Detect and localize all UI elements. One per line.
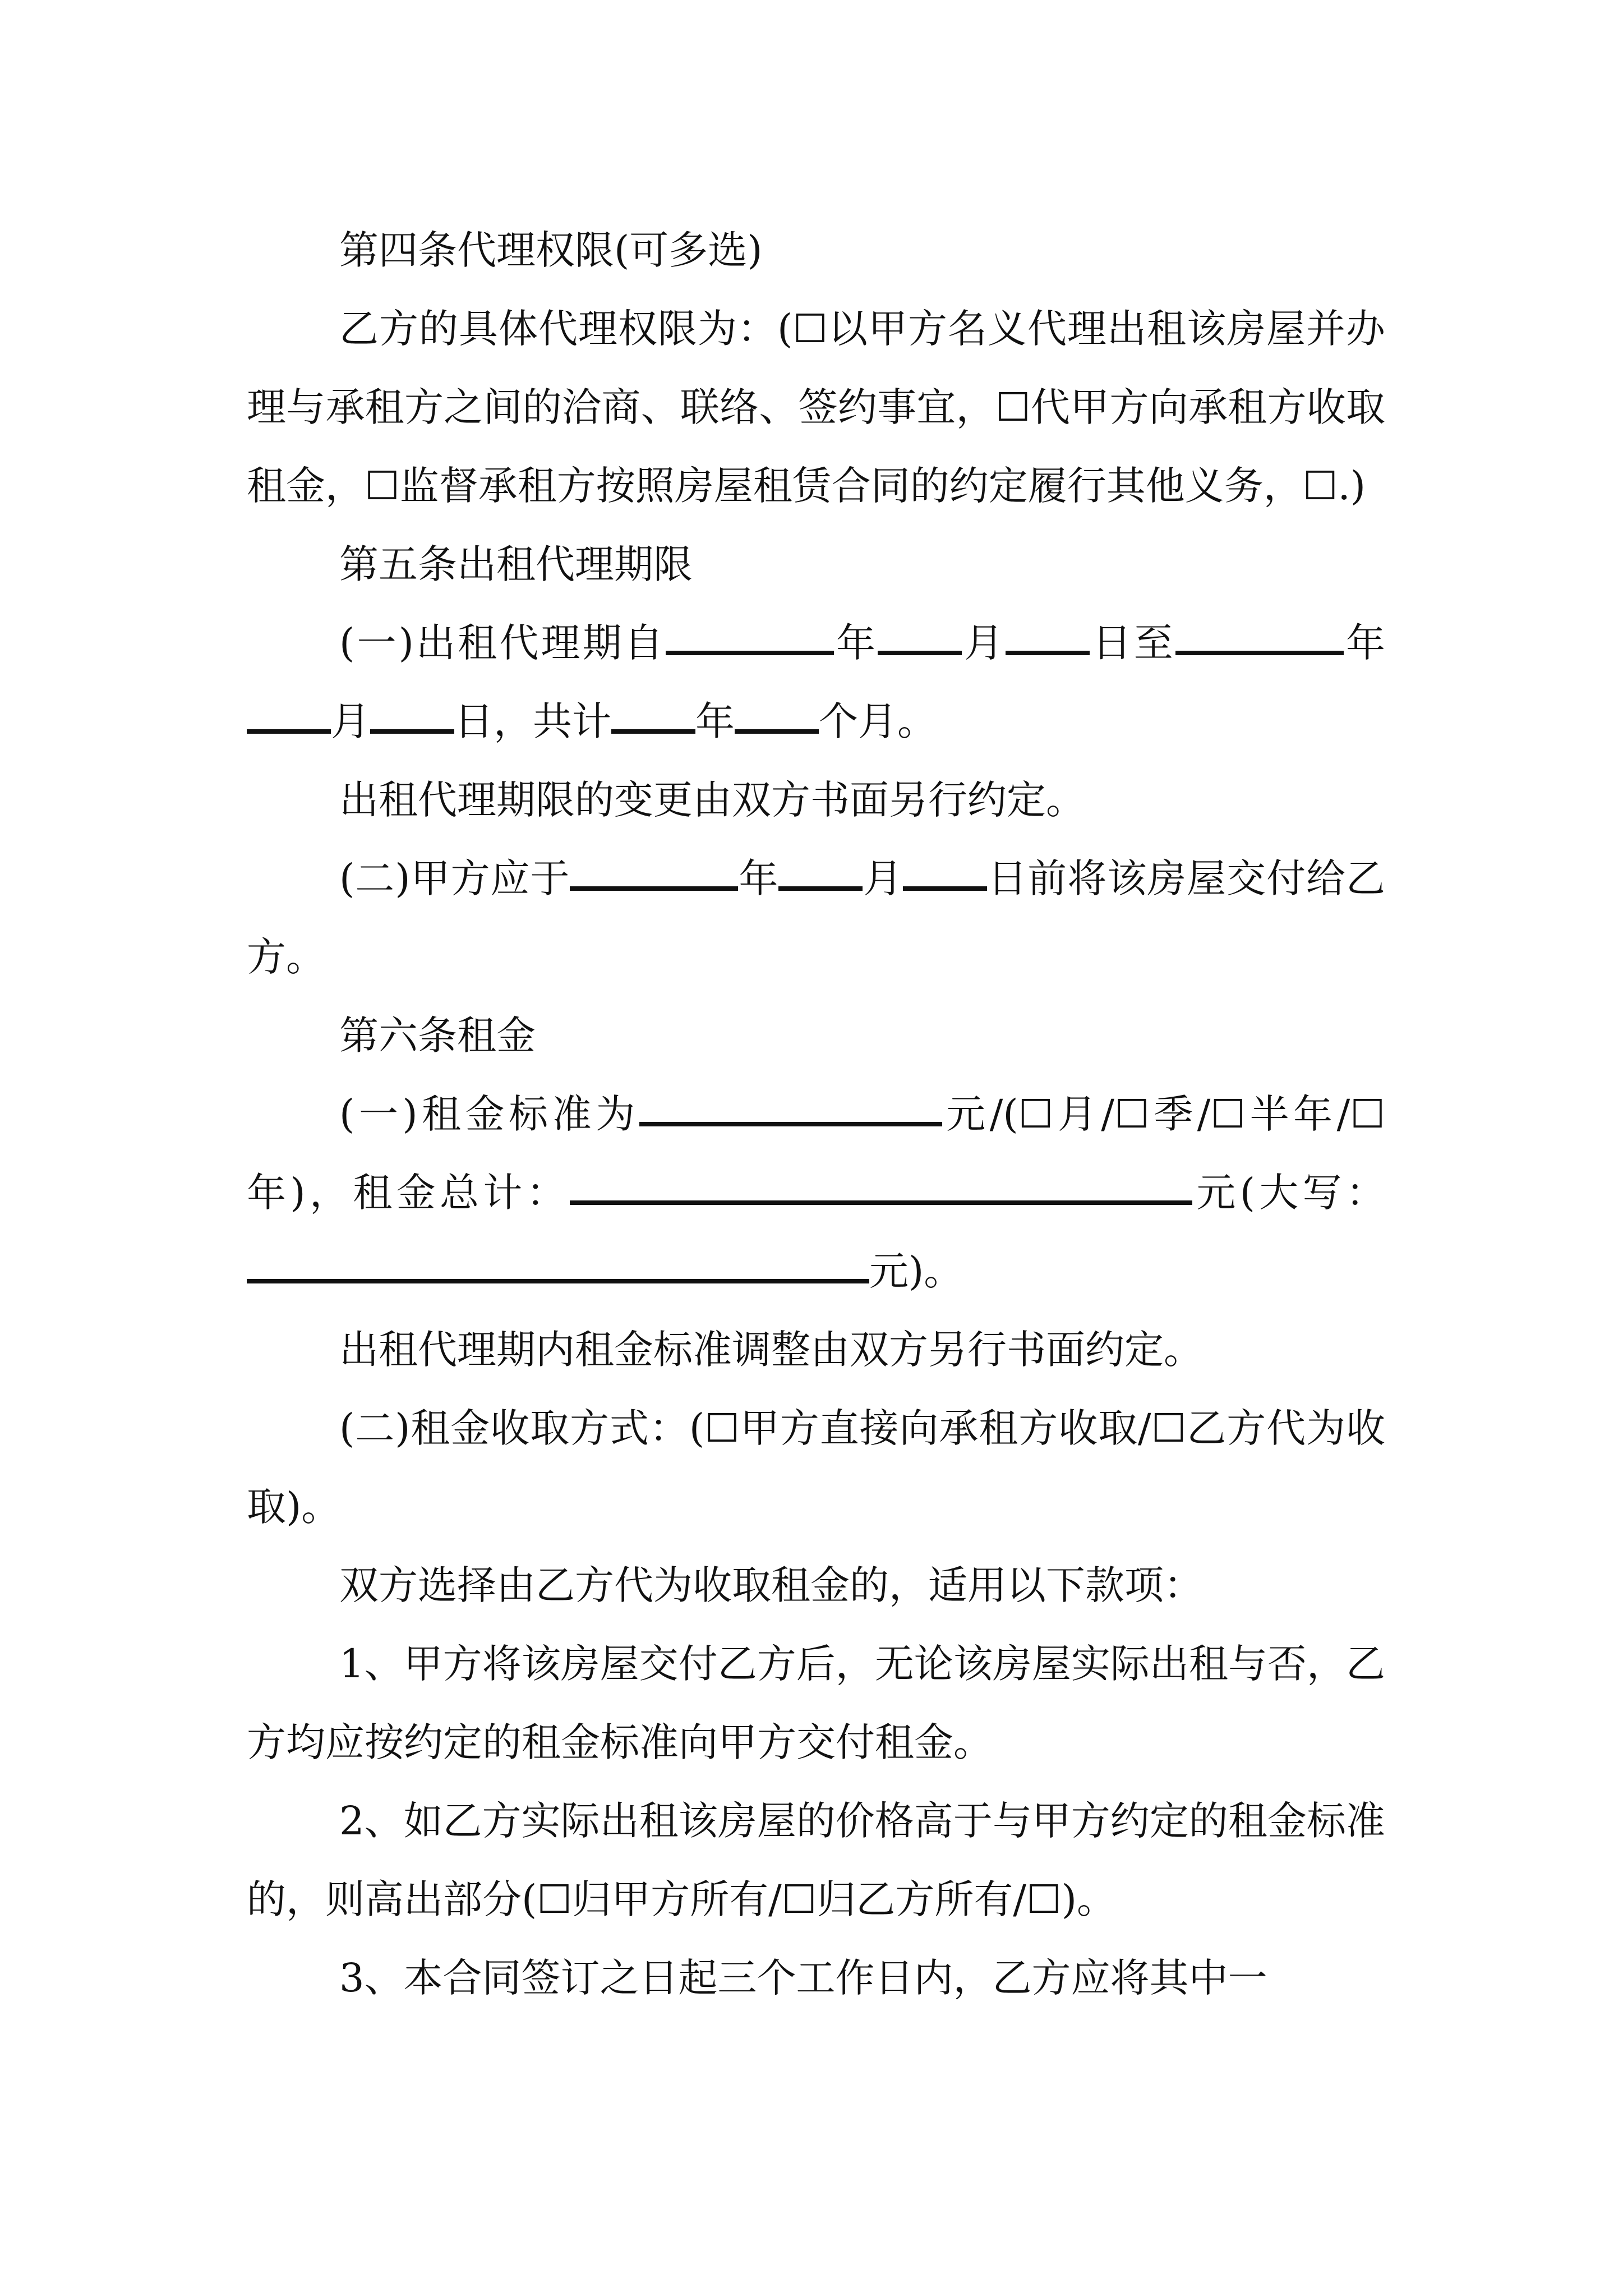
text-segment: (二)甲方应于 — [339, 855, 570, 901]
article-5-title — [247, 525, 1385, 604]
text-segment: 月 — [331, 698, 370, 744]
article-6-clause-2: 2、如乙方实际出租该房屋的价格高于与甲方约定的租金标准的，则高出部分(☐归甲方所有/☐归乙方所有/☐)。 — [247, 1798, 1385, 1922]
blank-rent-amount[interactable] — [639, 1122, 942, 1126]
text-segment: 年 — [695, 698, 735, 744]
text-segment: (一)租金标准为 — [339, 1091, 639, 1137]
blank-start-year[interactable] — [666, 651, 834, 655]
article-6-adjustment: 出租代理期内租金标准调整由双方另行书面约定。 — [339, 1327, 1203, 1373]
blank-handover-year[interactable] — [570, 886, 738, 891]
article-5-title-text: 第五条出租代理期限 — [339, 541, 693, 587]
blank-handover-day[interactable] — [903, 886, 987, 891]
text-segment: 年 — [833, 620, 878, 666]
article-6-title — [247, 996, 1385, 1075]
text-segment: 日，共计 — [454, 698, 611, 744]
article-4-title — [247, 211, 1385, 289]
text-segment: 元(大写： — [1192, 1170, 1386, 1216]
text-segment: 月 — [962, 620, 1006, 666]
text-segment: 元/(☐月/☐季/☐半年/☐年)，租金总计： — [247, 1091, 1385, 1216]
text-segment: 年 — [738, 855, 779, 901]
text-segment: 个月。 — [819, 698, 937, 744]
text-segment: 日前将该房屋交付给乙方。 — [247, 855, 1386, 980]
article-6-rent-standard — [247, 1075, 1385, 1310]
text-segment: 年 — [1343, 620, 1386, 666]
blank-start-day[interactable] — [1006, 651, 1090, 655]
blank-start-month[interactable] — [878, 651, 962, 655]
article-5-handover — [247, 839, 1385, 996]
article-4-body: 乙方的具体代理权限为：(☐以甲方名义代理出租该房屋并办理与承租方之间的洽商、联络、签约事宜，☐代甲方向承租方收取租金，☐监督承租方按照房屋租赁合同的约定履行其他义务，☐.) — [247, 306, 1385, 509]
contract-text — [247, 211, 1385, 2017]
text-segment: 元)。 — [869, 1248, 963, 1294]
blank-total-months[interactable] — [735, 729, 819, 734]
article-6-clause-1: 1、甲方将该房屋交付乙方后，无论该房屋实际出租与否，乙方均应按约定的租金标准向甲方交付租金。 — [247, 1641, 1385, 1765]
blank-total-years[interactable] — [611, 729, 695, 734]
text-segment: 月 — [863, 855, 903, 901]
blank-end-day[interactable] — [370, 729, 454, 734]
article-5-period — [247, 604, 1385, 761]
article-6-title-text: 第六条租金 — [339, 1013, 536, 1059]
text-segment: (一)出租代理期自 — [339, 620, 666, 666]
article-6-clause-3: 3、本合同签订之日起三个工作日内，乙方应将其中一 — [339, 1955, 1267, 2001]
article-6-collection-method: (二)租金收取方式：(☐甲方直接向承租方收取/☐乙方代为收取)。 — [247, 1405, 1385, 1530]
blank-handover-month[interactable] — [778, 886, 863, 891]
blank-rent-total-uppercase[interactable] — [247, 1279, 869, 1283]
blank-end-year[interactable] — [1175, 651, 1344, 655]
blank-end-month[interactable] — [247, 729, 331, 734]
article-4-title-text: 第四条代理权限(可多选) — [339, 227, 763, 273]
article-5-change: 出租代理期限的变更由双方书面另行约定。 — [339, 777, 1085, 823]
article-6-clauses-intro: 双方选择由乙方代为收取租金的，适用以下款项： — [339, 1562, 1203, 1608]
blank-rent-total[interactable] — [570, 1200, 1192, 1205]
text-segment: 日至 — [1090, 620, 1175, 666]
